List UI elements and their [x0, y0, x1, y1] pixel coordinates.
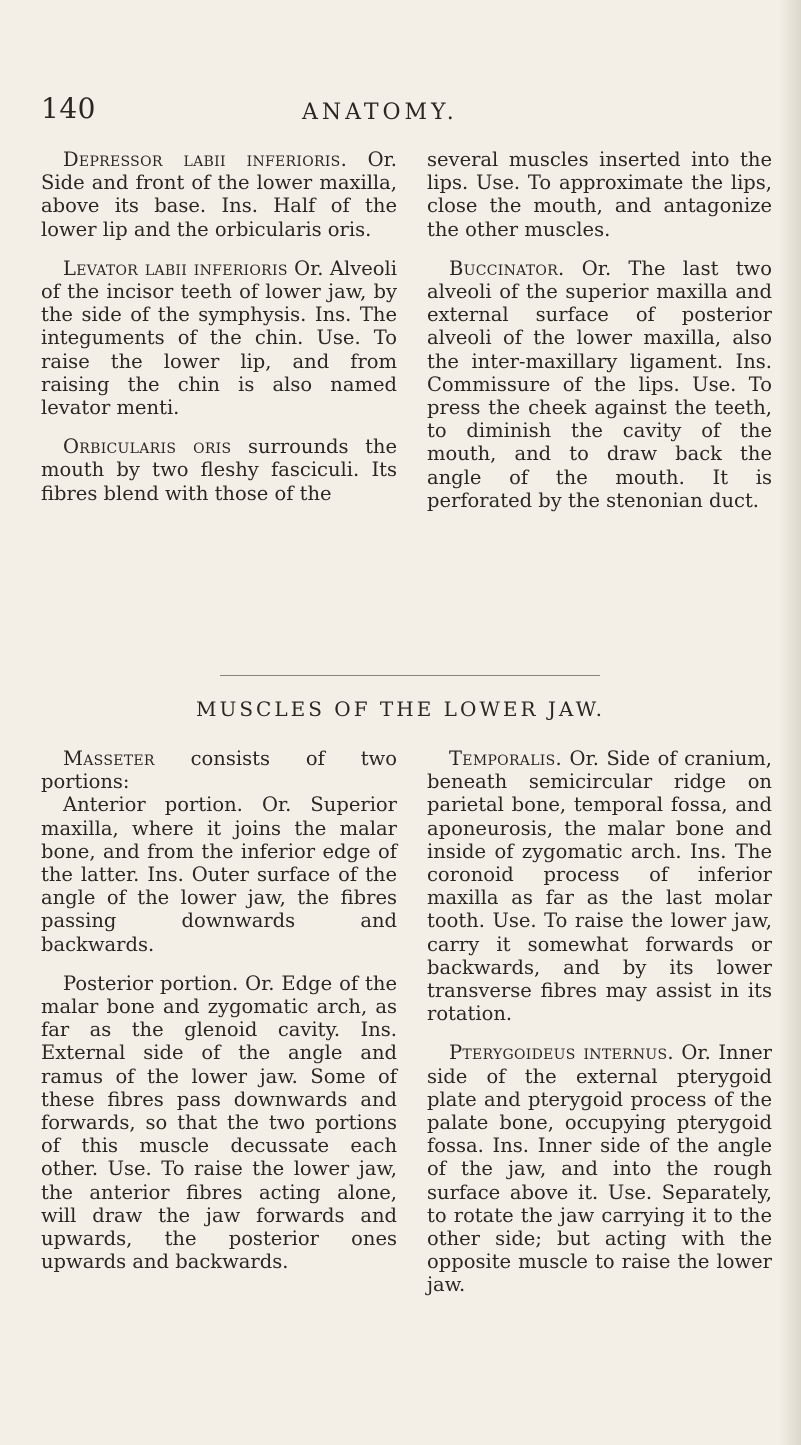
entry-masseter-anterior [41, 793, 397, 955]
entry-text: Or. Side and front of the lower maxilla, above its base. Ins. Half of the lower lip and the orbicularis oris. [41, 148, 397, 241]
muscle-name: Orbicularis oris [63, 435, 232, 459]
muscle-name: Depressor labii inferioris. [63, 148, 348, 171]
section-divider [220, 675, 600, 676]
entry-depressor-labii [41, 148, 397, 241]
muscle-name: Temporalis. [449, 747, 563, 770]
entry-orbicularis-oris [41, 435, 397, 505]
entry-levator-labii [41, 257, 397, 419]
top-left-column [41, 148, 397, 505]
entry-text: several muscles inserted into the lips. Use. To approximate the lips, close the mouth, and antagonize the other muscles. [427, 148, 772, 241]
page-number: 140 [41, 92, 96, 125]
entry-text: Anterior portion. Or. Superior maxilla, where it joins the malar bone, and from the inferior edge of the latter. Ins. Outer surface of the angle of the lower jaw, the fibres passing downwards and backwards. [41, 793, 397, 956]
entry-temporalis [427, 747, 772, 1025]
muscle-name: Levator labii inferioris [63, 256, 288, 280]
entry-text: Or. The last two alveoli of the superior maxilla and external surface of posterior alveoli of the lower maxilla, also the inter-maxillary ligament. Ins. Commissure of the lips. Use. To press the cheek against the teeth, to diminish the cavity of the mouth, and to draw back the angle of the mouth. It is perforated by the stenonian duct. [427, 256, 772, 512]
entry-continuation [427, 148, 772, 241]
entry-text: Or. Alveoli of the incisor teeth of lower jaw, by the side of the symphysis. Ins. The integuments of the chin. Use. To raise the lower lip, and from raising the chin is also named levator menti. [41, 256, 397, 420]
entry-text: consists of two portions: [41, 747, 397, 794]
muscle-name: Buccinator. [449, 256, 565, 280]
entry-text: surrounds the mouth by two fleshy fasciculi. Its fibres blend with those of the [41, 435, 397, 505]
entry-masseter [41, 747, 397, 793]
entry-masseter-posterior [41, 972, 397, 1274]
entry-text: Posterior portion. Or. Edge of the malar bone and zygomatic arch, as far as the glenoid cavity. Ins. External side of the angle and ramus of the lower jaw. Some of these fibres pass downwards and forwards, so that the two portions of this muscle decussate each other. Use. To raise the lower jaw, the anterior fibres acting alone, will draw the jaw forwards and upwards, the posterior ones upwards and backwards. [41, 971, 397, 1274]
muscle-name: Pterygoideus internus. [449, 1041, 674, 1065]
page-edge-shadow [779, 0, 801, 1445]
bottom-left-column [41, 747, 397, 1273]
section-title: MUSCLES OF THE LOWER JAW. [196, 697, 605, 721]
bottom-right-column [427, 747, 772, 1297]
top-right-column [427, 148, 772, 512]
muscle-name: Masseter [63, 747, 155, 770]
running-title: ANATOMY. [302, 100, 458, 125]
entry-text: Or. Inner side of the external pterygoid plate and pterygoid process of the palate bone, occupying pterygoid fossa. Ins. Inner side of the angle of the jaw, and into the rough surface above it. Use. Separately, to rotate the jaw carrying it to the other side; but acting with the opposite muscle to raise the lower jaw. [427, 1041, 772, 1297]
entry-text: Or. Side of cranium, beneath semicircular ridge on parietal bone, temporal fossa, and aponeurosis, the malar bone and inside of zygomatic arch. Ins. The coronoid process of inferior maxilla as far as the last molar tooth. Use. To raise the lower jaw, carry it somewhat forwards or backwards, and by its lower transverse fibres may assist in its rotation. [427, 747, 772, 1026]
entry-buccinator [427, 257, 772, 512]
entry-pterygoideus-internus [427, 1041, 772, 1296]
